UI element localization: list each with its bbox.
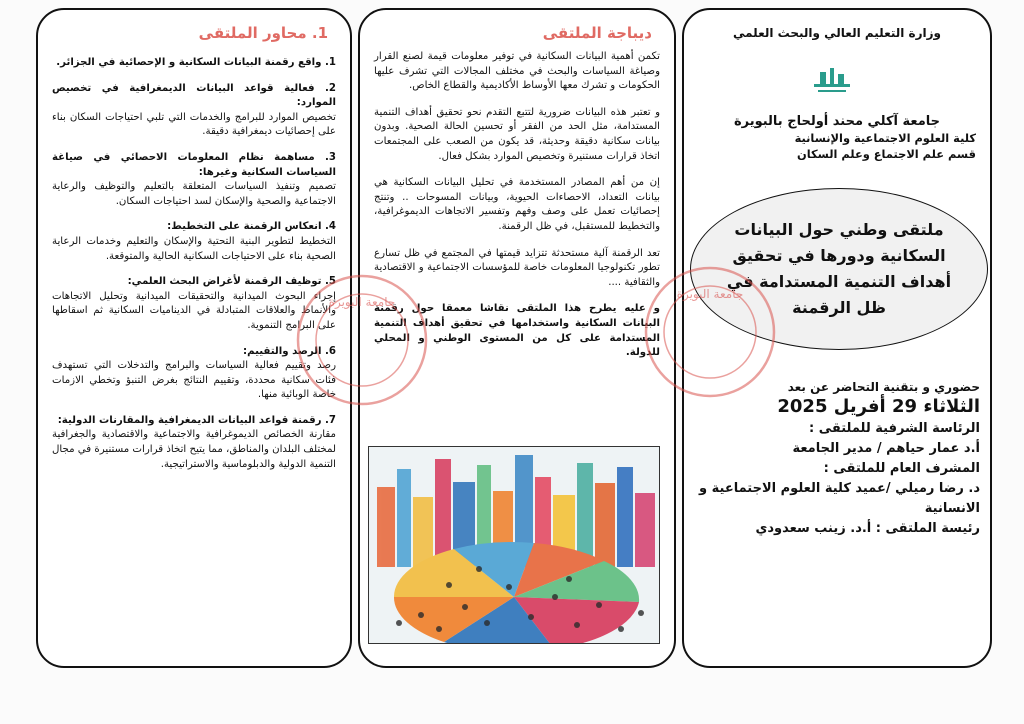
attendance-mode: حضوري و بتقنية التحاضر عن بعد	[787, 380, 980, 394]
axis-head: 4. انعكاس الرقمنة على التخطيط:	[167, 221, 336, 233]
faculty-name: كلية العلوم الاجتماعية والإنسانية	[794, 131, 976, 145]
ministry-header	[704, 26, 970, 40]
department-name: قسم علم الاجتماع وعلم السكان	[797, 147, 976, 161]
axis-body: مقارنة الخصائص الديموغرافية والاجتماعية والاقتصادية والجغرافية لمختلف البلدان والمناطق، مما يتيح اتخاذ قرارات مستنيرة في مجال التنمية الدولية والدبلوماسية والاستراتيجية.	[52, 429, 336, 470]
axis-head: 1. واقع رقمنة البيانات السكانية و الإحصائية في الجزائر.	[56, 57, 336, 68]
preamble-paragraph: إن من أهم المصادر المستخدمة في تحليل البيانات السكانية هي بيانات التعداد، الاحصاءات الحيوية، وبيانات المسوحات .. وتنتج إحصائيات تعمل على وصف وفهم وتفسير الاتجاهات الديموغرافية، والتخطيط للمستقبل، في ظل الرقمنة.	[374, 177, 660, 232]
conference-date: الثلاثاء 29 أفريل 2025	[777, 396, 980, 417]
axis-body: رصد وتقييم فعالية السياسات والبرامج والتدخلات التي تستهدف فئات سكانية محددة، وتقييم النتائج بغرض التنبؤ وتخطي الازمات خاصة الوبائية منها.	[52, 360, 336, 401]
illustration-svg	[369, 447, 659, 643]
honorary-name: أ.د عمار حياهم / مدير الجامعة	[792, 441, 980, 456]
conference-title: ملتقى وطني حول البيانات السكانية ودورها في تحقيق أهداف التنمية المستدامة في ظل الرقمنة	[726, 220, 952, 317]
axis-head: 6. الرصد والتقييم:	[243, 345, 336, 357]
axis-head: 2. فعالية قواعد البيانات الديمغرافية في تخصيص الموارد:	[52, 82, 336, 109]
university-name: جامعة آكلي محند أولحاج بالبويرة	[733, 114, 941, 129]
preamble-paragraph: تكمن أهمية البيانات السكانية في توفير معلومات قيمة لصنع القرار وصياغة السياسات والبحث في مختلف المجالات التي تشرف عليها الحكومات و تشرك معها الأوساط الأكاديمية والقطاع الخاص.	[374, 51, 660, 92]
preamble-paragraph: و عليه يطرح هذا الملتقى نقاشا معمقا حول رقمنة البيانات السكانية واستخدامها في تحقيق أهداف التنمية المستدامة على كل من المستوى الوطني و المحلي للدولة.	[374, 303, 660, 359]
axis-body: إجراء البحوث الميدانية والتحقيقات الميدانية وتحليل الاتجاهات والأنماط والعلاقات المتبادلة في الديناميات السكانية ثم اسقاطها على البرامج التنموية.	[52, 290, 336, 331]
axis-body: تصميم وتنفيذ السياسات المتعلقة بالتعليم والتوظيف والرعاية الاجتماعية والصحية والإسكان لسد احتياجات السكان.	[52, 181, 336, 207]
axis-body: التخطيط لتطوير البنية التحتية والإسكان والتعليم وخدمات الرعاية الصحية بناء على الاحتياجات السكانية الحالية والمتوقعة.	[52, 235, 336, 262]
supervisor-label: المشرف العام للملتقى :	[823, 461, 980, 476]
preamble-paragraph: و تعتبر هذه البيانات ضرورية لتتبع التقدم نحو تحقيق أهداف التنمية المستدامة، مثل الحد من الفقر أو تحسين الحالة الصحية. وبدون بيانات سكانية دقيقة وحديثة، قد يكون من الصعب على المجتمعات اتخاذ قرارات مستنيرة وتخصيص الموارد بشكل فعال.	[374, 106, 660, 162]
university-block	[698, 114, 976, 162]
stamp-text: جامعة البويرة	[328, 295, 396, 309]
axes-title: 1. محاور الملتقى	[198, 24, 328, 42]
axis-item	[52, 56, 336, 71]
axis-item	[52, 414, 336, 472]
university-stamp-icon	[292, 270, 432, 410]
axis-item	[52, 151, 336, 209]
ministry-name: وزارة التعليم العالي والبحث العلمي	[732, 26, 942, 40]
conference-info	[694, 380, 980, 539]
axis-head: 7. رقمنة قواعد البيانات الديمغرافية والمقارنات الدولية:	[57, 414, 336, 426]
axis-item	[52, 220, 336, 264]
axis-body: تخصيص الموارد للبرامج والخدمات التي تلبي احتياجات السكان بناء على إحصائيات ديمغرافية دقيقة.	[52, 111, 336, 138]
stamp-text: جامعة البويرة	[676, 287, 744, 301]
preamble-paragraph: تعد الرقمنة آلية مستحدثة تتزايد قيمتها في المجتمع في ظل تسارع تطور تكنولوجيا المعلومات خاصة للمؤسسات الاجتماعية و الاقتصادية والثقافية ....	[374, 247, 660, 288]
city-population-illustration	[368, 446, 660, 644]
axis-head: 5. توظيف الرقمنة لأغراض البحث العلمي:	[127, 276, 336, 288]
honorary-label: الرئاسة الشرفية للملتقى :	[808, 421, 980, 436]
university-stamp-icon	[640, 262, 780, 402]
conference-president: رئيسة الملتقى : أ.د. زينب سعدودي	[755, 521, 980, 536]
university-logo-icon	[812, 66, 852, 98]
axis-head: 3. مساهمة نظام المعلومات الاحصائي في صياغة السياسات السكانية وغيرها:	[52, 151, 336, 178]
preamble-title: ديباجة الملتقى	[542, 24, 652, 42]
supervisor-name: د. رضا رميلي /عميد كلية العلوم الاجتماعية و الانسانية	[699, 481, 980, 516]
axis-item	[52, 82, 336, 140]
